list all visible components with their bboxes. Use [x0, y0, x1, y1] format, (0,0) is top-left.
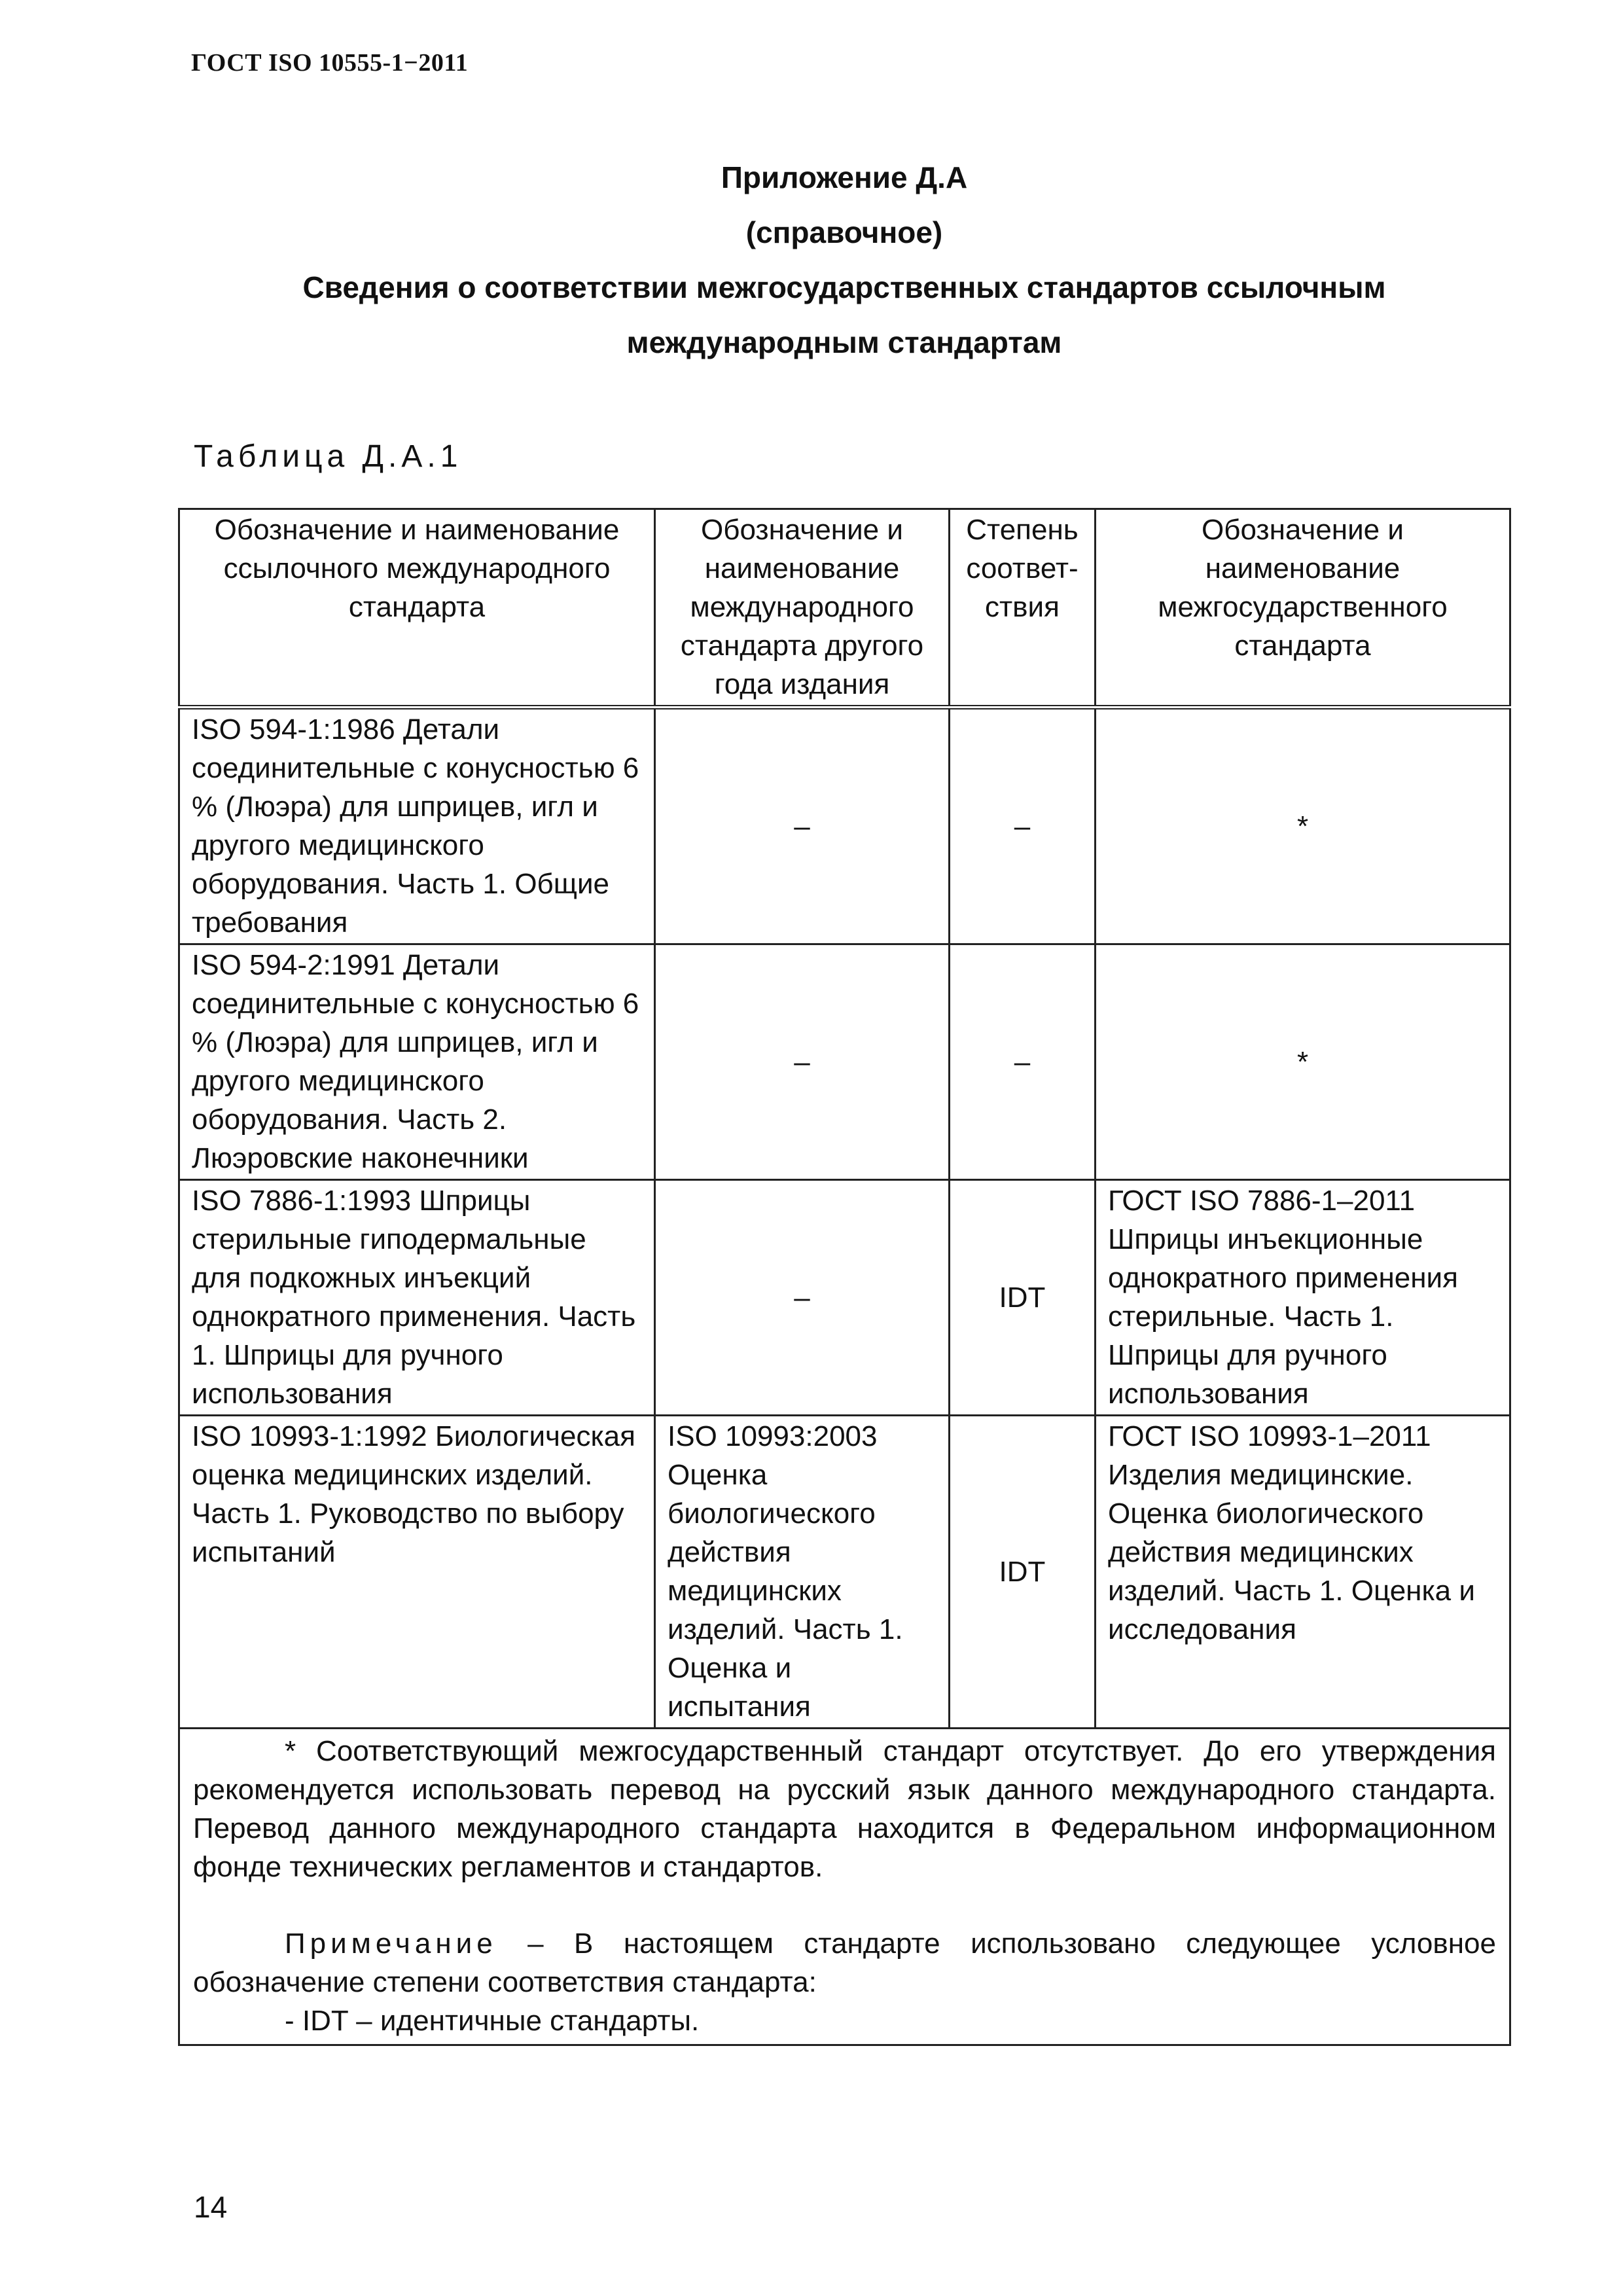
table-header-row	[179, 509, 1510, 708]
page-number: 14	[194, 2190, 228, 2224]
cell-degree: –	[950, 708, 1096, 944]
appendix-type: (справочное)	[745, 215, 943, 249]
notes-spacer	[193, 1886, 1496, 1924]
cell-reference: ISO 7886-1:1993 Шприцы стерильные гиподермальные для подкожных инъекций однократного применения. Часть 1. Шприцы для ручного использования	[179, 1180, 655, 1416]
note-item: - IDT – идентичные стандарты.	[285, 2005, 700, 2037]
cell-other-year: –	[655, 1180, 950, 1416]
cell-interstate: ГОСТ ISO 7886-1–2011 Шприцы инъекционные однократного применения стерильные. Часть 1. Шприцы для ручного использования	[1096, 1180, 1510, 1416]
document-code: ГОСТ ISO 10555-1−2011	[191, 49, 469, 77]
table-row	[179, 1180, 1510, 1416]
cell-degree: –	[950, 944, 1096, 1180]
table-row	[179, 944, 1510, 1180]
cell-interstate: ГОСТ ISO 10993-1–2011 Изделия медицинские. Оценка биологического действия медицинских изделий. Часть 1. Оценка и исследования	[1096, 1416, 1510, 1729]
table-notes	[179, 1729, 1510, 2045]
cell-other-year: –	[655, 944, 950, 1180]
header-interstate-standard: Обозначение и наименование межгосударственного стандарта	[1096, 509, 1510, 708]
cell-degree: IDT	[950, 1416, 1096, 1729]
table-row	[179, 1416, 1510, 1729]
cell-reference: ISO 10993-1:1992 Биологическая оценка медицинских изделий. Часть 1. Руководство по выбору испытаний	[179, 1416, 655, 1729]
correspondence-table	[178, 508, 1511, 2046]
header-degree: Степень соответ-ствия	[950, 509, 1096, 708]
appendix-title: Приложение Д.А	[721, 160, 968, 194]
cell-interstate: *	[1096, 944, 1510, 1180]
appendix-subtitle-line-1: Сведения о соответствии межгосударственных стандартов ссылочным	[302, 270, 1386, 304]
table-row	[179, 708, 1510, 944]
note-text: – В настоящем стандарте использовано следующее условное обозначение степени соответствия стандарта:	[193, 1928, 1496, 1998]
cell-other-year: ISO 10993:2003 Оценка биологического действия медицинских изделий. Часть 1. Оценка и испытания	[655, 1416, 950, 1729]
cell-interstate: *	[1096, 708, 1510, 944]
cell-other-year: –	[655, 708, 950, 944]
header-other-year-standard: Обозначение и наименование международного стандарта другого года издания	[655, 509, 950, 708]
cell-reference: ISO 594-1:1986 Детали соединительные с конусностью 6 % (Люэра) для шприцев, игл и другого медицинского оборудования. Часть 1. Общие требования	[179, 708, 655, 944]
note	[193, 1924, 1496, 2001]
appendix-subtitle-line-2: международным стандартам	[626, 325, 1062, 359]
table-caption: Таблица Д.А.1	[194, 439, 463, 474]
note-label: Примечание	[285, 1928, 497, 1960]
table-notes-row	[179, 1729, 1510, 2045]
footnote: * Соответствующий межгосударственный стандарт отсутствует. До его утверждения рекомендуется использовать перевод на русский язык данного международного стандарта. Перевод данного международного стандарта находится в Федеральном информационном фонде технических регламентов и стандартов.	[193, 1735, 1496, 1883]
cell-reference: ISO 594-2:1991 Детали соединительные с конусностью 6 % (Люэра) для шприцев, игл и другого медицинского оборудования. Часть 2. Люэровские наконечники	[179, 944, 655, 1180]
header-reference-standard: Обозначение и наименование ссылочного международного стандарта	[179, 509, 655, 708]
cell-degree: IDT	[950, 1180, 1096, 1416]
